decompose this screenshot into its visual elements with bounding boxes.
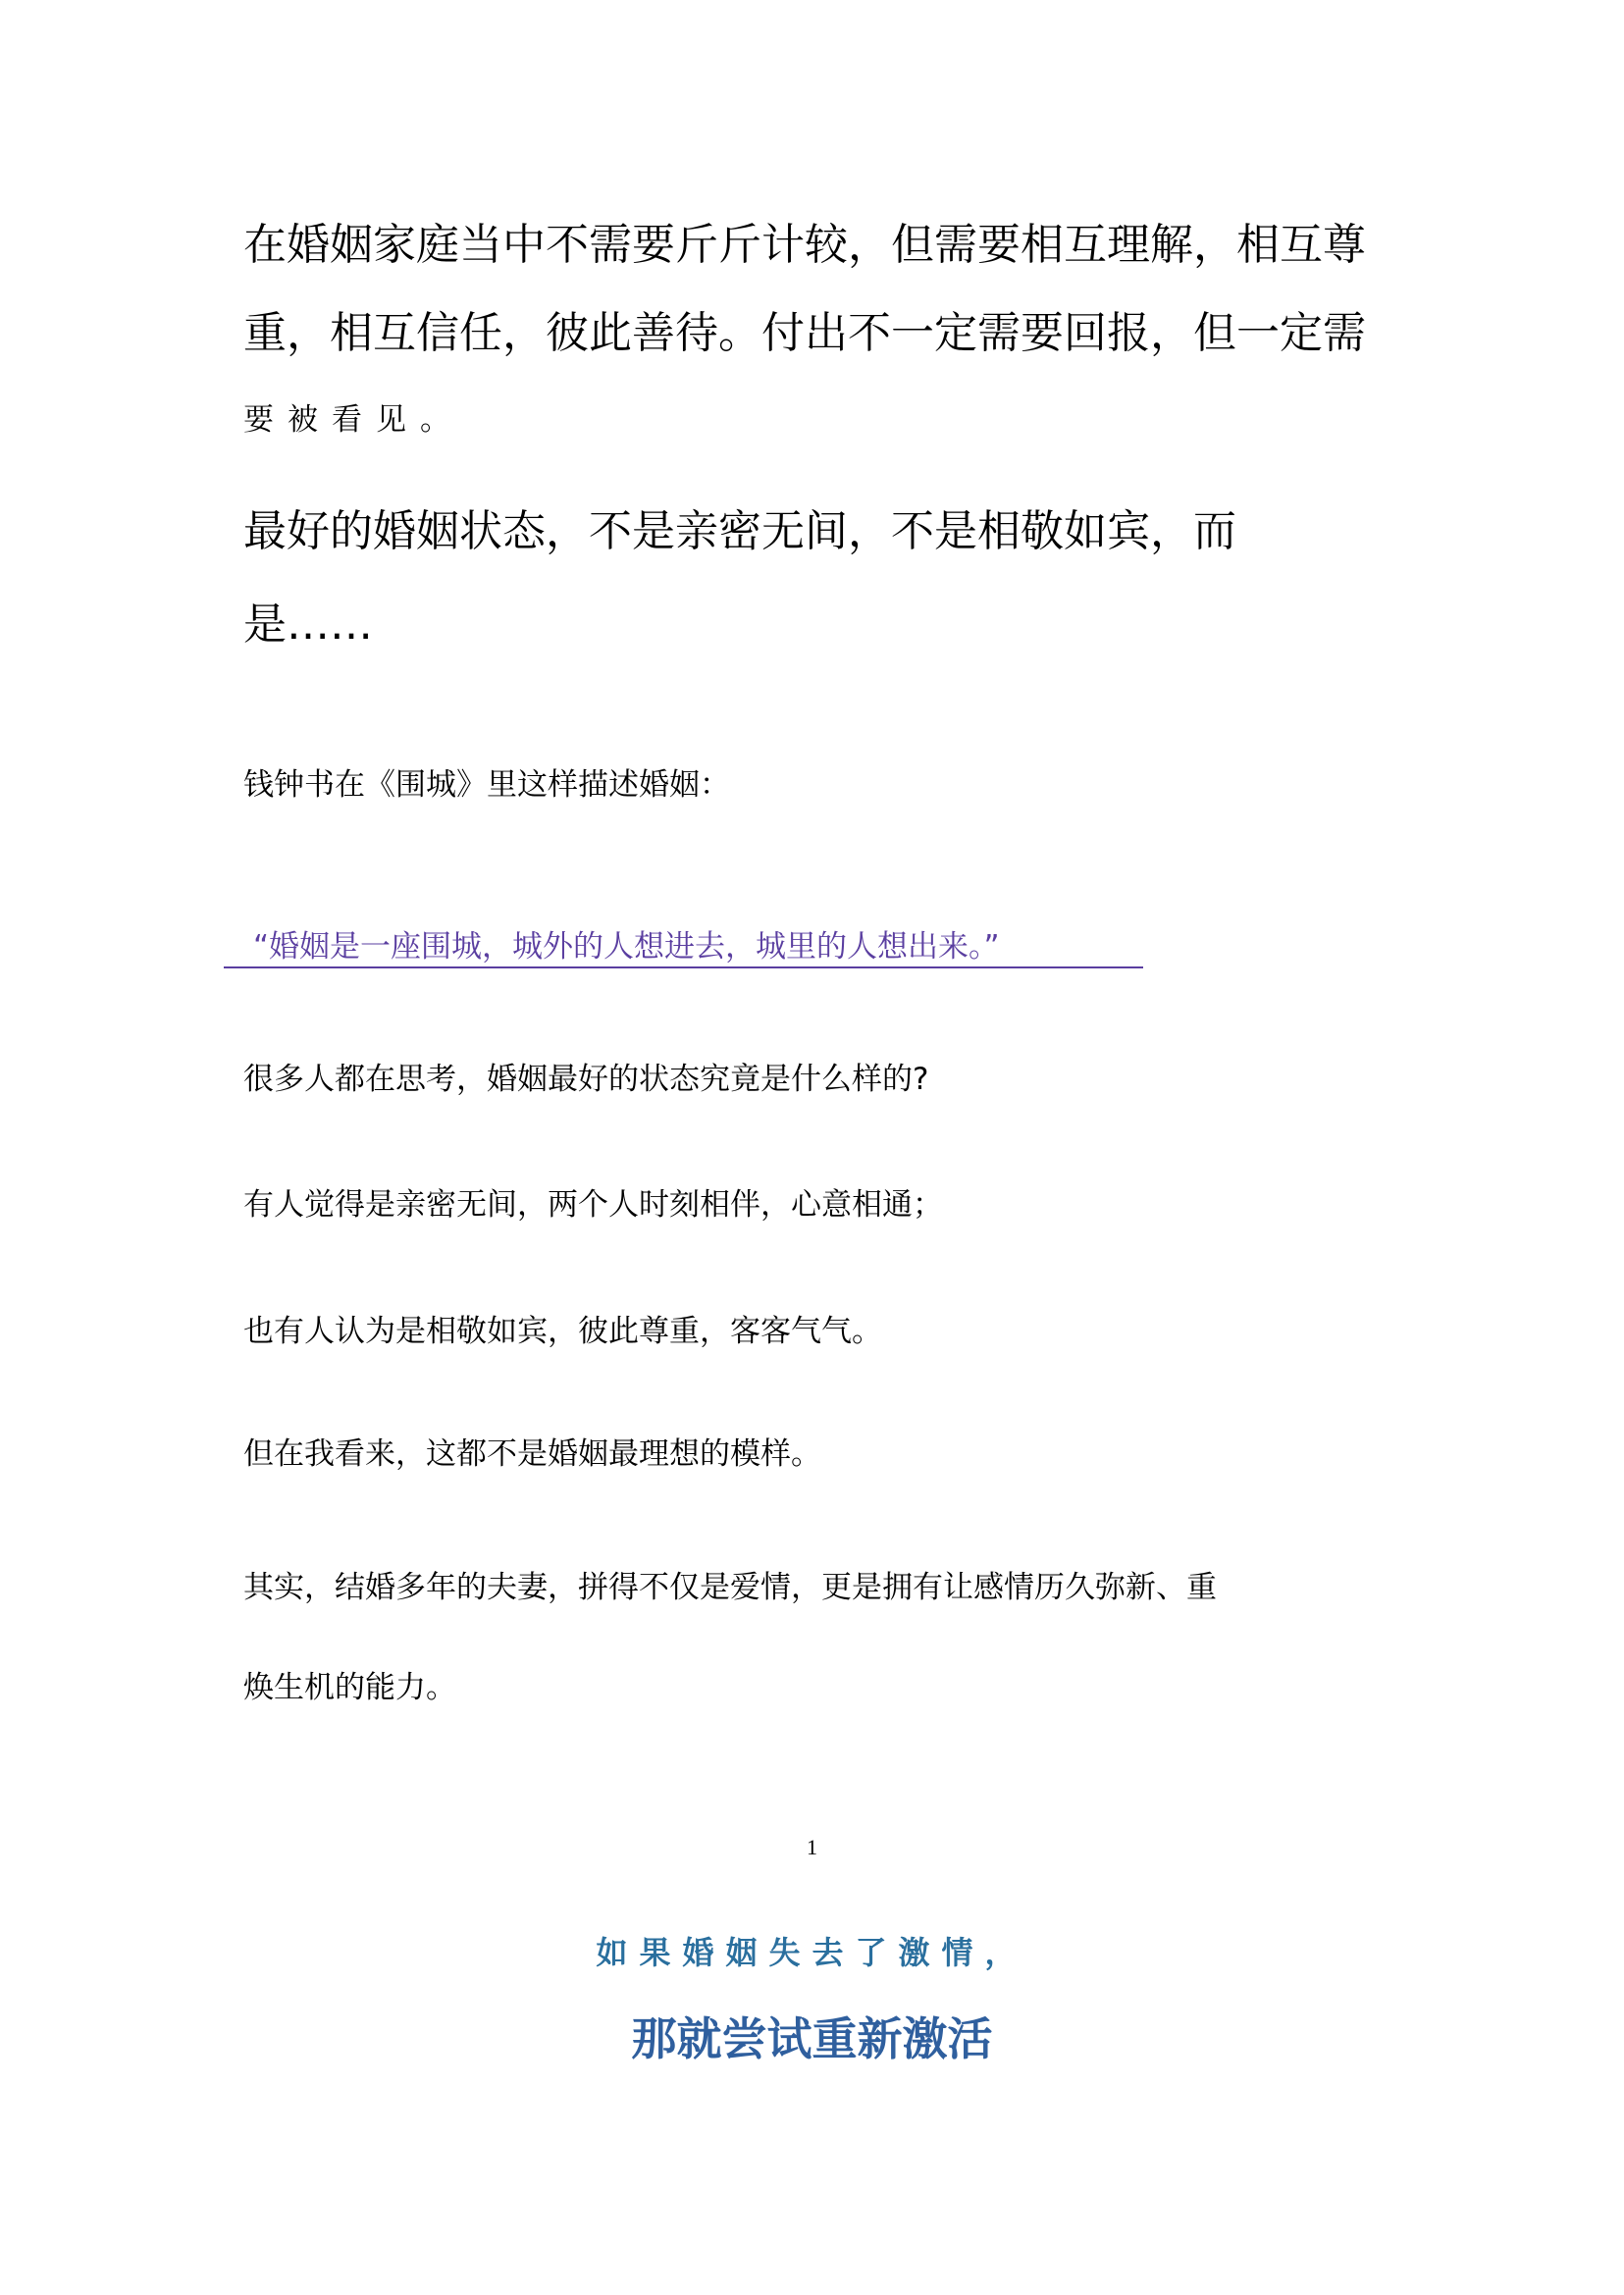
intro-paragraph-line-1: 在婚姻家庭当中不需要斤斤计较，但需要相互理解，相互尊 (243, 220, 1366, 270)
paragraph-2: 有人觉得是亲密无间，两个人时刻相伴，心意相通； (243, 1187, 943, 1223)
section-heading: 那就尝试重新激活 (631, 2012, 993, 2065)
section-subtitle: 如果婚姻失去了激情， (596, 1934, 1028, 1971)
qian-intro-text: 钱钟书在《围城》里这样描述婚姻： (243, 767, 730, 803)
paragraph-5-line-1: 其实，结婚多年的夫妻，拼得不仅是爱情，更是拥有让感情历久弥新、重 (243, 1570, 1217, 1605)
paragraph-3: 也有人认为是相敬如宾，彼此尊重，客客气气。 (243, 1314, 882, 1349)
title-line-1: 最好的婚姻状态，不是亲密无间，不是相敬如宾，而 (243, 506, 1236, 556)
paragraph-1: 很多人都在思考，婚姻最好的状态究竟是什么样的? (243, 1062, 929, 1097)
intro-paragraph-line-2: 重，相互信任，彼此善待。付出不一定需要回报，但一定需 (243, 308, 1366, 358)
intro-paragraph-line-3: 要被看见。 (243, 402, 464, 438)
weicheng-quote: “婚姻是一座围城，城外的人想进去，城里的人想出来。” (224, 932, 1143, 968)
paragraph-5-line-2: 焕生机的能力。 (243, 1670, 456, 1705)
page-number: 1 (807, 1835, 817, 1859)
title-line-2: 是…… (243, 600, 373, 650)
paragraph-4: 但在我看来，这都不是婚姻最理想的模样。 (243, 1436, 821, 1472)
